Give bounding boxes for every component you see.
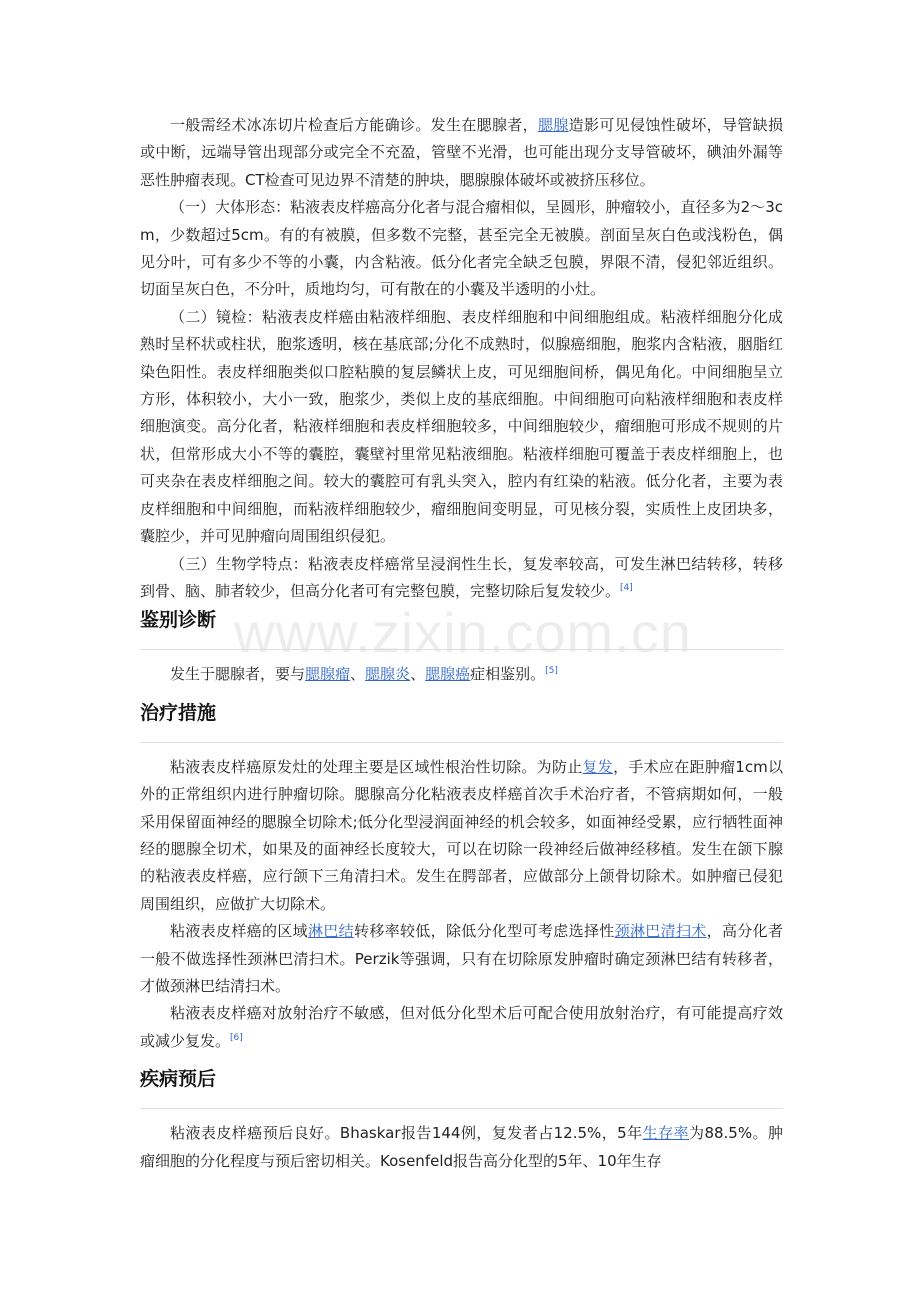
- text: 发生于腮腺者，要与: [170, 665, 306, 684]
- link-lymph-node[interactable]: 淋巴结: [307, 922, 354, 941]
- reference-6[interactable]: [6]: [230, 1032, 243, 1043]
- text: 、: [410, 665, 426, 684]
- link-parotid-cancer[interactable]: 腮腺癌: [425, 665, 471, 684]
- link-parotid[interactable]: 腮腺: [537, 116, 569, 134]
- text: ，高分化者一般不做选择性颈淋巴清扫术。Perzik等强调，只有在切除原发肿瘤时确定颈淋巴结有转移者，才做颈淋巴结清扫术。: [140, 922, 783, 995]
- section-divider: [140, 742, 783, 743]
- reference-5[interactable]: [5]: [545, 666, 558, 677]
- intro-paragraph-microscopy: （二）镜检：粘液表皮样癌由粘液样细胞、表皮样细胞和中间细胞组成。粘液样细胞分化成熟时呈杯状或柱状，胞浆透明，核在基底部;分化不成熟时，似腺癌细胞，胞浆内含粘液，胭脂红染色阳性。表皮样细胞类似口腔粘膜的复层鳞状上皮，可见细胞间桥，偶见角化。中间细胞呈立方形，体积较小，大小一致，胞浆少，类似上皮的基底细胞。中间细胞可向粘液样细胞和表皮样细胞演变。高分化者，粘液样细胞和表皮样细胞较多，中间细胞较少，瘤细胞可形成不规则的片状，但常形成大小不等的囊腔，囊壁衬里常见粘液细胞。粘液样细胞可覆盖于表皮样细胞上，也可夹杂在表皮样细胞之间。较大的囊腔可有乳头突入，腔内有红染的粘液。低分化者，主要为表皮样细胞和中间细胞，而粘液样细胞较少，瘤细胞间变明显，可见核分裂，实质性上皮团块多，囊腔少，并可见肿瘤向周围组织侵犯。: [140, 307, 783, 546]
- document-body: [140, 112, 783, 1175]
- text: 为88.5%。肿瘤细胞的分化程度与预后密切相关。Kosenfeld报告高分化型的5年、10年生存: [140, 1124, 783, 1170]
- reference-4[interactable]: [4]: [620, 582, 633, 593]
- text: 症相鉴别。: [470, 665, 546, 684]
- section-divider: [140, 649, 783, 650]
- text: 一般需经术冰冻切片检查后方能确诊。发生在腮腺者，: [170, 116, 538, 134]
- treatment-paragraph-1: [140, 754, 783, 918]
- intro-paragraph-biology: [140, 551, 783, 606]
- text: 、: [350, 665, 366, 684]
- text: ，手术应在距肿瘤1cm以外的正常组织内进行肿瘤切除。腮腺高分化粘液表皮样癌首次手术治疗者，不管病期如何，一般采用保留面神经的腮腺全切除术;低分化型浸润面神经的机会较多，如面神经受累，应行牺牲面神经的腮腺全切术，如果及的面神经长度较大，可以在切除一段神经后做神经移植。发生在颌下腺的粘液表皮样癌，应行颌下三角清扫术。发生在腭部者，应做部分上颌骨切除术。如肿瘤已侵犯周围组织，应做扩大切除术。: [140, 757, 783, 913]
- link-survival-rate[interactable]: 生存率: [642, 1124, 689, 1143]
- link-neck-dissection[interactable]: 颈淋巴清扫术: [614, 922, 707, 941]
- text: 转移率较低，除低分化型可考虑选择性: [353, 922, 615, 941]
- intro-paragraph-1: [140, 112, 783, 194]
- text: 粘液表皮样癌的区域: [170, 922, 308, 941]
- link-recurrence[interactable]: 复发: [582, 757, 614, 776]
- heading-treatment: 治疗措施: [140, 701, 217, 724]
- link-parotid-tumor[interactable]: 腮腺瘤: [305, 665, 351, 684]
- heading-prognosis: 疾病预后: [140, 1068, 217, 1091]
- text: （三）生物学特点：粘液表皮样癌常呈浸润性生长，复发率较高，可发生淋巴结转移，转移到骨、脑、肺者较少，但高分化者可有完整包膜，完整切除后复发较少。: [140, 554, 783, 600]
- text: 粘液表皮样癌原发灶的处理主要是区域性根治性切除。为防止: [170, 757, 583, 776]
- watermark: www.zixin.com.cn: [234, 601, 692, 664]
- section-divider: [140, 1108, 783, 1109]
- text: 造影可见侵蚀性破坏，导管缺损或中断，远端导管出现部分或完全不充盈，管壁不光滑，也可能出现分支导管破坏，碘油外漏等恶性肿瘤表现。CT检查可见边界不清楚的肿块，腮腺腺体破坏或被挤压移位。: [140, 116, 783, 189]
- treatment-paragraph-2: [140, 918, 783, 1000]
- intro-paragraph-gross-morphology: （一）大体形态：粘液表皮样癌高分化者与混合瘤相似，呈圆形，肿瘤较小，直径多为2～3cm，少数超过5cm。有的有被膜，但多数不完整，甚至完全无被膜。剖面呈灰白色或浅粉色，偶见分叶，可有多少不等的小囊，内含粘液。低分化者完全缺乏包膜，界限不清，侵犯邻近组织。切面呈灰白色，不分叶，质地均匀，可有散在的小囊及半透明的小灶。: [140, 198, 783, 299]
- prognosis-paragraph-1: [140, 1120, 783, 1175]
- differential-paragraph: [140, 661, 783, 688]
- treatment-paragraph-3: [140, 1000, 783, 1055]
- heading-differential-diagnosis: 鉴别诊断: [140, 609, 217, 632]
- text: 粘液表皮样癌对放射治疗不敏感，但对低分化型术后可配合使用放射治疗，有可能提高疗效或减少复发。: [140, 1004, 783, 1050]
- text: 粘液表皮样癌预后良好。Bhaskar报告144例，复发者占12.5%，5年: [170, 1124, 643, 1143]
- link-parotitis[interactable]: 腮腺炎: [365, 665, 411, 684]
